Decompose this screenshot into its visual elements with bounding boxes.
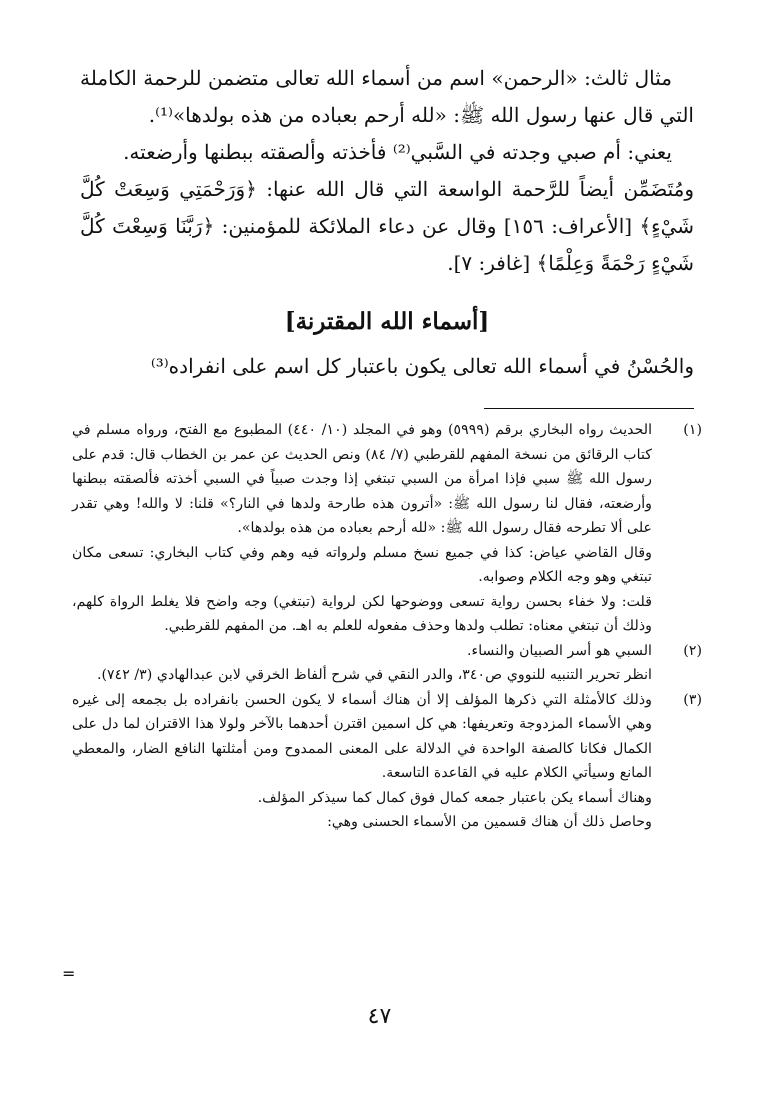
footnote-separator bbox=[484, 408, 694, 409]
footnote-line: وحاصل ذلك أن هناك قسمين من الأسماء الحسنى وهي: bbox=[327, 814, 652, 830]
footnote-number: (١) bbox=[683, 422, 702, 438]
footnote-2 bbox=[72, 639, 702, 688]
footnote-line: وذلك كالأمثلة التي ذكرها المؤلف إلا أن هناك أسماء لا يكون الحسن بانفراده بل بجمعه إلى غيره وهي الأسماء المزدوجة وتعريفها: هي كل اسمين اقترن أحدهما بالآخر ولولا هذا الاقتران لما دل على الكمال فكانا كالصفة الواحدة في الدلالة على المعنى الممدوح ومن أمثلتها النافع الضار، والمعطي المانع وسيأتي الكلام عليه في القاعدة التاسعة. bbox=[72, 691, 652, 781]
section-heading: [أسماء الله المقترنة] bbox=[284, 308, 490, 335]
footnote-number: (٢) bbox=[683, 642, 702, 659]
footnote-line: انظر تحرير التنبيه للنووي ص٣٤٠، والدر النقي في شرح ألفاظ الخرقي لابن عبدالهادي (٣/ ٧٤٢). bbox=[96, 667, 652, 683]
main-text bbox=[80, 60, 694, 282]
footnote-line: وهناك أسماء يكن باعتبار جمعه كمال فوق كمال كما سيذكر المؤلف. bbox=[257, 789, 652, 806]
footnotes bbox=[72, 418, 702, 835]
footnote-line: قلت: ولا خفاء بحسن رواية تسعى ووضوحها لكن لرواية (تبتغي) وجه واضح فلا يغلط الرواة كلهم، وذلك أن تبتغي معناه: تطلب ولدها وحذف مفعوله للعلم به اهـ. من المفهم للقرطبي. bbox=[72, 593, 652, 634]
paragraph-example-three: مثال ثالث: «الرحمن» اسم من أسماء الله تعالى متضمن للرحمة الكاملة التي قال عنها رسول الله ﷺ: «لله أرحم بعباده من هذه بولدها»⁽¹⁾. bbox=[80, 66, 694, 127]
footnote-1 bbox=[72, 418, 702, 639]
footnote-line: الحديث رواه البخاري برقم (٥٩٩٩) وهو في المجلد (١٠/ ٤٤٠) المطبوع مع الفتح، ورواه مسلم في كتاب الرقائق من نسخة المفهم للقرطبي (٧/ ٨٤) ونص الحديث عن عمر بن الخطاب قال: قدم على رسول الله ﷺ سبي فإذا امرأة من السبي تبتغي إذا وجدت صبياً في السبي أخذته فألصقته ببطنها وأرضعته، فقال لنا رسول الله ﷺ: «أترون هذه طارحة ولدها في النار؟» قلنا: لا والله! وهي تقدر على ألا تطرحه فقال رسول الله ﷺ: «لله أرحم بعباده من هذه بولدها». bbox=[72, 422, 653, 536]
footnote-line: السبي هو أسر الصبيان والنساء. bbox=[467, 642, 652, 659]
paragraph-mercy-verses: ومُتَضَمِّن أيضاً للرَّحمة الواسعة التي قال الله عنها: ﴿وَرَحْمَتِي وَسِعَتْ كُلَّ شَيْءٍ﴾ [الأعراف: ١٥٦] وقال عن دعاء الملائكة للمؤمنين: ﴿رَبَّنَا وَسِعْتَ كُلَّ شَيْءٍ رَحْمَةً وَعِلْمًا﴾ [غافر: ٧]. bbox=[80, 177, 695, 275]
section-first-line: والحُسْنُ في أسماء الله تعالى يكون باعتبار كل اسم على انفراده⁽³⁾ bbox=[150, 354, 694, 378]
footnote-line: وقال القاضي عياض: كذا في جميع نسخ مسلم ولرواته فيه وهم وفي كتاب البخاري: تسعى مكان تبتغي وهو وجه الكلام وصوابه. bbox=[72, 544, 652, 585]
paragraph-meaning: يعني: أم صبي وجدته في السَّبي⁽²⁾ فأخذته وألصقته ببطنها وأرضعته. bbox=[123, 140, 672, 164]
page-number: ٤٧ bbox=[367, 1004, 392, 1029]
footnote-number: (٣) bbox=[683, 691, 702, 708]
margin-mark: = bbox=[62, 964, 76, 983]
footnote-3 bbox=[72, 688, 702, 835]
